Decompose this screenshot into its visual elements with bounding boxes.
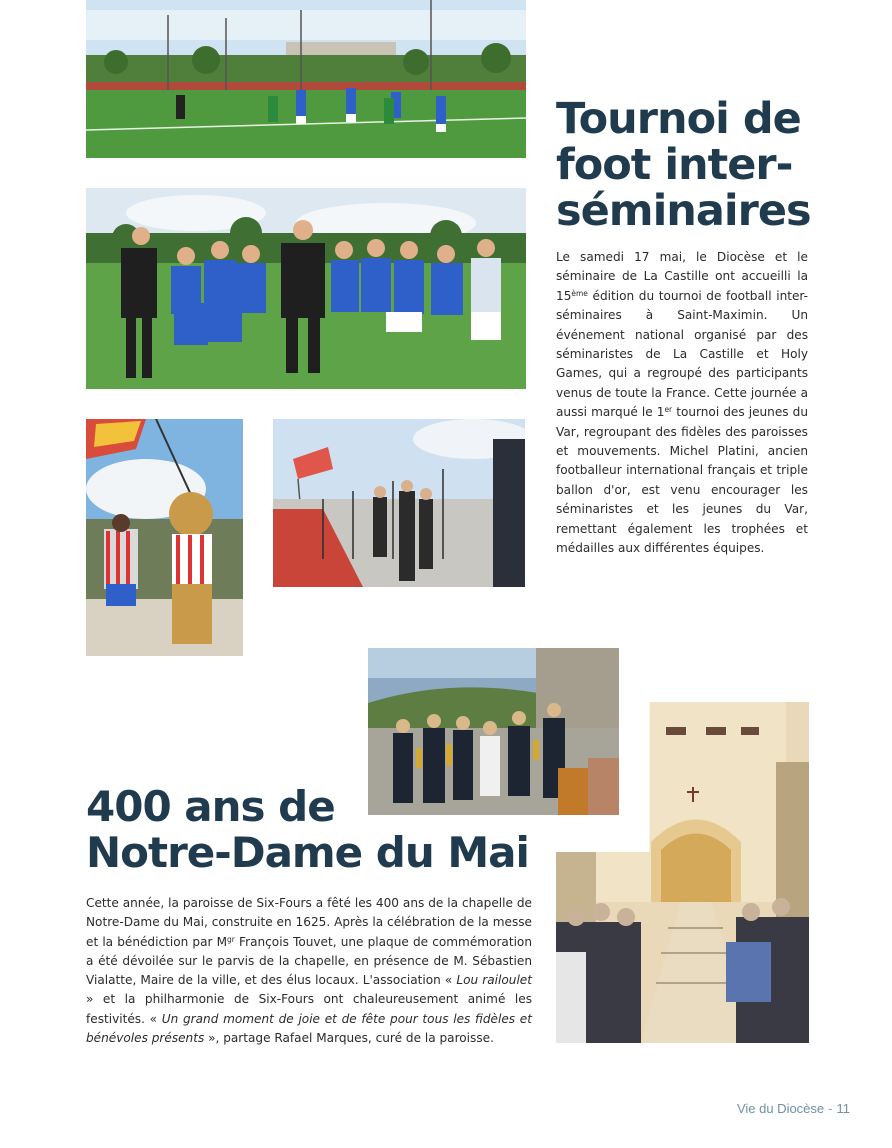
text-run: édition du tournoi de football inter-séminaires à Saint-Maximin. Un événement national organisé par des séminaristes de La Castille et Holy Games, qui a regroupé des participants venus de toute la France. Cette journée a aussi marqué le 1 (556, 288, 808, 420)
photo-spectators (273, 419, 525, 587)
title-line: foot inter- (556, 140, 793, 190)
text-run: Cette année, la paroisse de Six-Fours a fêté les 400 ans de la chapelle de Notre-Dame du Mai, construite en 1625. Après la célébration de la messe et la bénédiction par M (86, 896, 532, 949)
title-line: Tournoi de (556, 94, 801, 144)
article-body-notre-dame (86, 894, 532, 1048)
article-title-notre-dame (86, 784, 546, 876)
photo-team-group (86, 188, 526, 389)
italic-run: Lou railoulet (456, 973, 532, 988)
superscript: er (664, 405, 673, 415)
superscript: ème (571, 288, 588, 298)
photo-football-match (86, 0, 526, 158)
article-body-football (556, 248, 808, 559)
page-number: 11 (836, 1101, 850, 1116)
text-run: Le samedi 17 mai, le Diocèse et le séminaire de La Castille ont accueilli la 15 (556, 250, 808, 303)
article-title-football (556, 96, 856, 234)
title-line: 400 ans de (86, 782, 335, 831)
italic-run: Un grand moment de joie et de fête pour tous les fidèles et bénévoles présents (86, 1011, 532, 1046)
page-footer (737, 1101, 850, 1116)
text-run: », partage Rafael Marques, curé de la paroisse. (204, 1031, 494, 1046)
text-run: » et la philharmonie de Six-Fours ont chaleureusement animé les festivités. « (86, 992, 532, 1026)
title-line: Notre-Dame du Mai (86, 828, 529, 877)
footer-separator: - (828, 1101, 833, 1116)
text-run: François Touvet, une plaque de commémoration a été dévoilée sur le parvis de la chapelle, en présence de M. Sébastien Vialatte, Maire de la ville, et des élus locaux. L'association « (86, 934, 532, 988)
footer-section: Vie du Diocèse (736, 1101, 825, 1116)
text-run: tournoi des jeunes du Var, regroupant des fidèles des paroisses et mouvements. Michel Platini, ancien footballeur international français et triple ballon d'or, est venu encourager les séminaristes et les jeunes du Var, remettant également les trophées et médailles aux différentes équipes. (556, 405, 808, 556)
title-line: séminaires (556, 186, 811, 236)
superscript: gr (227, 934, 235, 944)
photo-mascot (86, 419, 243, 656)
